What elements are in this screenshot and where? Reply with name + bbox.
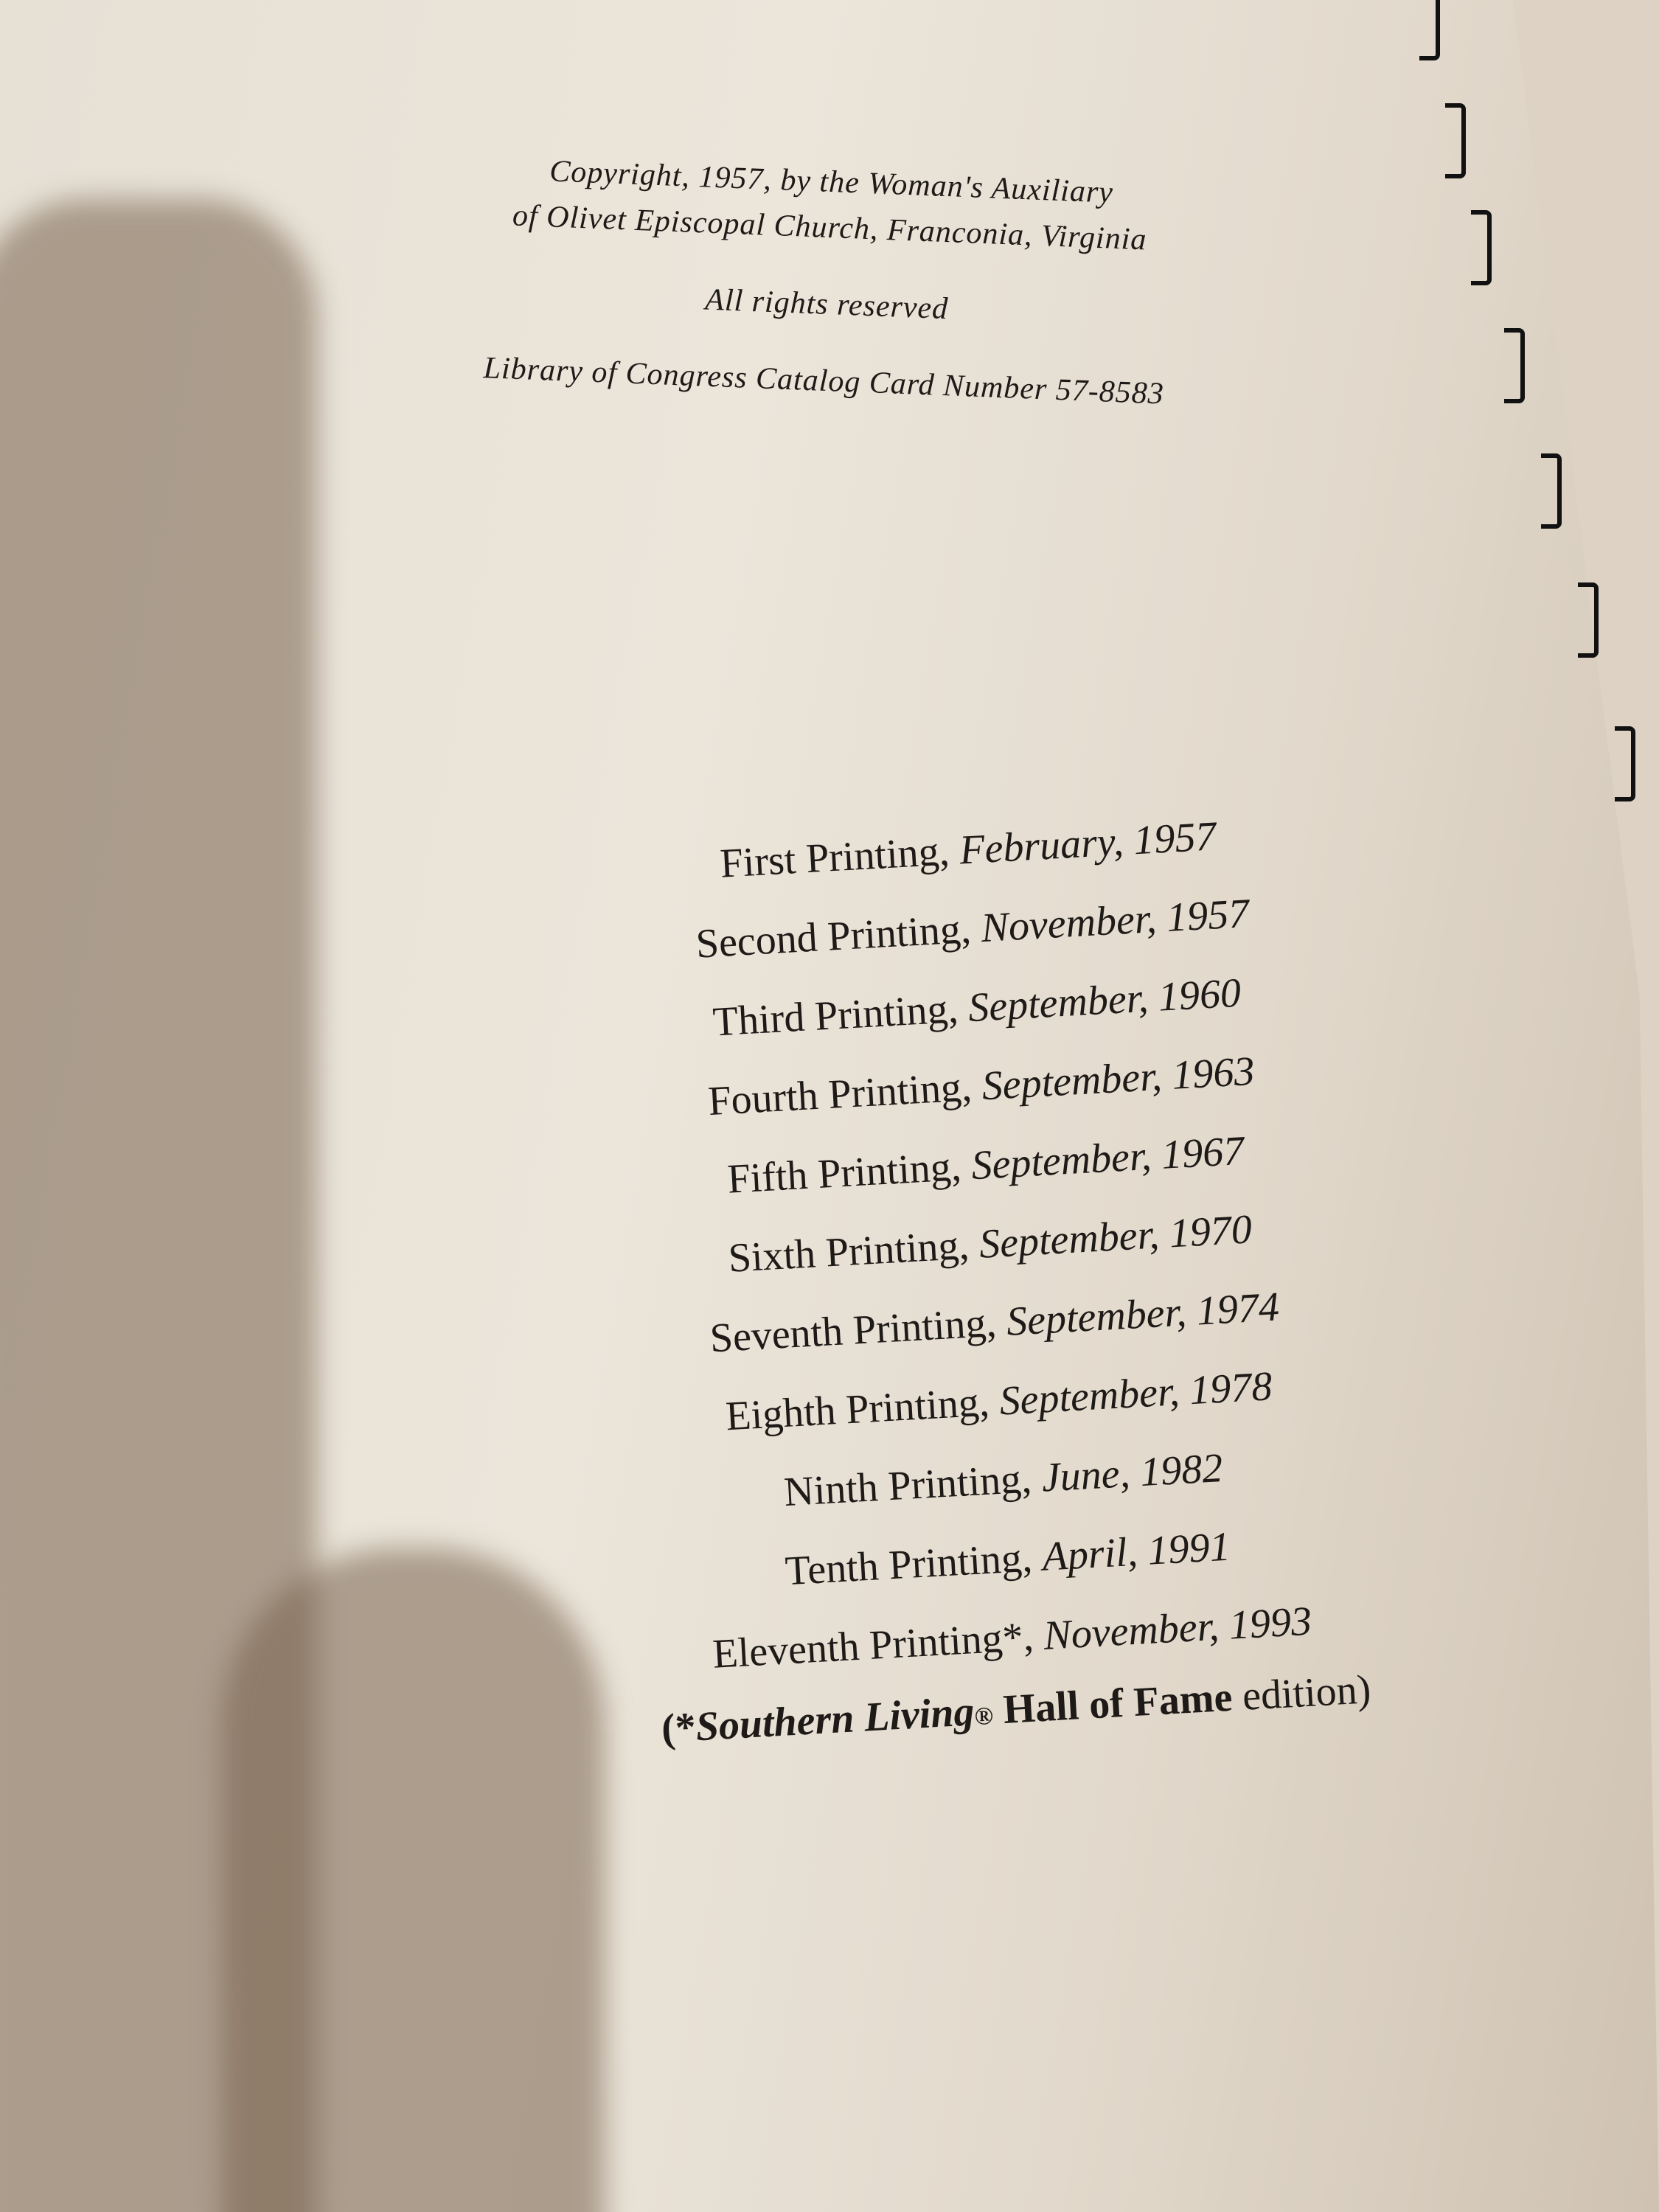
printing-line: Eighth Printing, September, 1978	[724, 1363, 1273, 1440]
southern-living-brand: Southern Living	[695, 1688, 975, 1750]
binding-coil-icon	[1541, 453, 1562, 529]
printing-line: Fifth Printing, September, 1967	[726, 1127, 1245, 1203]
binding-coil-icon	[1578, 582, 1599, 658]
printing-line: Tenth Printing, April, 1991	[784, 1523, 1232, 1595]
copyright-line-1: Copyright, 1957, by the Woman's Auxiliary	[549, 154, 1114, 210]
copyright-line-2: of Olivet Episcopal Church, Franconia, Virginia	[512, 198, 1148, 257]
printing-line: Second Printing, November, 1957	[695, 890, 1251, 967]
printing-history	[561, 788, 1424, 1776]
printing-line: Ninth Printing, June, 1982	[782, 1445, 1224, 1516]
printing-line: Fourth Printing, September, 1963	[706, 1048, 1256, 1125]
printing-line: Sixth Printing, September, 1970	[727, 1206, 1253, 1281]
printing-line: First Printing, February, 1957	[718, 813, 1217, 887]
binding-coil-icon	[1445, 103, 1466, 178]
printing-line: Seventh Printing, September, 1974	[709, 1284, 1281, 1362]
edition-footnote: (*Southern Living® Hall of Fame edition)	[660, 1666, 1372, 1752]
printing-line: Eleventh Printing*, November, 1993	[711, 1598, 1313, 1677]
rights-statement: All rights reserved	[704, 282, 950, 327]
registered-mark: ®	[973, 1702, 995, 1731]
printing-line: Third Printing, September, 1960	[712, 970, 1242, 1046]
catalog-number: Library of Congress Catalog Card Number 57-8583	[482, 351, 1165, 411]
binding-coil-icon	[1615, 726, 1635, 801]
thumb-shadow	[221, 1548, 605, 2212]
binding-coil-icon	[1419, 0, 1440, 60]
